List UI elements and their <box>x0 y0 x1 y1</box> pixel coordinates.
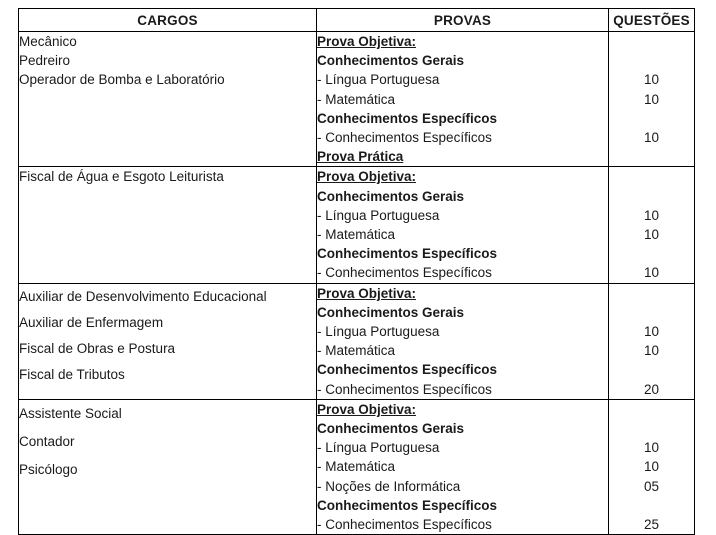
prova-item: - Conhecimentos Específicos <box>317 381 492 397</box>
questao-spacer <box>609 400 694 419</box>
prova-item: - Língua Portuguesa <box>317 207 440 223</box>
cargos-cell <box>19 283 317 399</box>
prova-item: - Matemática <box>317 459 396 475</box>
questao-spacer <box>609 51 694 70</box>
questao-count: 10 <box>643 324 660 340</box>
cargos-cell <box>19 32 317 167</box>
prova-item: Conhecimentos Específicos <box>317 497 498 513</box>
prova-item: - Conhecimentos Específicos <box>317 517 492 533</box>
cargo-item: Mecânico <box>19 34 77 49</box>
questao-count: 10 <box>643 227 660 243</box>
prova-item: - Língua Portuguesa <box>317 440 440 456</box>
questao-count: 10 <box>643 130 660 146</box>
prova-item: Prova Objetiva: <box>317 34 417 49</box>
cargos-list <box>19 32 316 89</box>
provas-cell <box>317 399 609 534</box>
questao-count: 10 <box>643 207 660 223</box>
table-header-row <box>19 9 695 32</box>
prova-item: Conhecimentos Específicos <box>317 110 498 126</box>
prova-item: - Língua Portuguesa <box>317 324 440 340</box>
cargo-item: Contador <box>19 433 75 449</box>
questao-count: 20 <box>643 381 660 397</box>
cargos-list <box>19 284 316 388</box>
questao-count: 25 <box>643 517 660 533</box>
questoes-cell <box>609 283 695 399</box>
prova-item: - Matemática <box>317 227 396 243</box>
questao-spacer <box>609 419 694 438</box>
questao-count: 05 <box>643 478 660 494</box>
questao-spacer <box>609 244 694 263</box>
cargos-cell <box>19 399 317 534</box>
questao-count: 10 <box>643 343 660 359</box>
provas-cell <box>317 167 609 283</box>
cargos-list <box>19 167 316 186</box>
provas-cell <box>317 32 609 167</box>
provas-cell <box>317 283 609 399</box>
column-header-cargos: CARGOS <box>19 9 317 32</box>
prova-item: Prova Objetiva: <box>317 169 417 185</box>
questoes-cell <box>609 167 695 283</box>
questao-count: 10 <box>643 91 660 107</box>
cargo-item: Pedreiro <box>19 53 71 68</box>
table-body <box>19 32 695 535</box>
questao-spacer <box>609 32 694 51</box>
prova-item: Conhecimentos Específicos <box>317 362 498 378</box>
questao-spacer <box>609 109 694 128</box>
cargo-item: Assistente Social <box>19 405 122 421</box>
prova-item: Conhecimentos Gerais <box>317 53 465 69</box>
table-row <box>19 399 695 534</box>
column-header-provas: PROVAS <box>317 9 609 32</box>
cargo-item: Psicólogo <box>19 461 78 477</box>
prova-item: - Conhecimentos Específicos <box>317 265 492 281</box>
questoes-cell <box>609 32 695 167</box>
prova-item: Conhecimentos Gerais <box>317 304 465 320</box>
table-row <box>19 283 695 399</box>
cargo-item: Auxiliar de Desenvolvimento Educacional <box>19 288 267 304</box>
table-row <box>19 32 695 167</box>
table-row <box>19 167 695 283</box>
questao-count: 10 <box>643 459 660 475</box>
questao-spacer <box>609 167 694 186</box>
questao-spacer <box>609 360 694 379</box>
prova-item: Prova Prática <box>317 149 404 165</box>
questao-count: 10 <box>643 265 660 281</box>
questao-count: 10 <box>643 440 660 456</box>
exam-structure-table <box>18 8 695 535</box>
prova-item: Prova Objetiva: <box>317 401 417 417</box>
column-header-questoes: QUESTÕES <box>609 9 695 32</box>
questao-spacer <box>609 187 694 206</box>
questao-spacer <box>609 303 694 322</box>
cargos-list <box>19 400 316 484</box>
cargo-item: Fiscal de Obras e Postura <box>19 340 176 356</box>
prova-item: Prova Objetiva: <box>317 285 417 301</box>
prova-item: - Matemática <box>317 343 396 359</box>
prova-item: Conhecimentos Específicos <box>317 246 498 262</box>
cargo-item: Fiscal de Tributos <box>19 366 125 382</box>
prova-item: - Noções de Informática <box>317 478 461 494</box>
questao-spacer <box>609 284 694 303</box>
prova-item: Conhecimentos Gerais <box>317 421 465 437</box>
prova-item: Conhecimentos Gerais <box>317 188 465 204</box>
cargo-item: Fiscal de Água e Esgoto Leiturista <box>19 169 224 185</box>
questoes-cell <box>609 399 695 534</box>
cargo-item: Operador de Bomba e Laboratório <box>19 72 225 87</box>
questao-spacer <box>609 496 694 515</box>
prova-item: - Conhecimentos Específicos <box>317 130 492 146</box>
cargo-item: Auxiliar de Enfermagem <box>19 314 164 330</box>
questao-spacer <box>609 147 694 166</box>
cargos-cell <box>19 167 317 283</box>
prova-item: - Língua Portuguesa <box>317 72 440 88</box>
exam-table-container <box>18 8 694 533</box>
prova-item: - Matemática <box>317 91 396 107</box>
questao-count: 10 <box>643 72 660 88</box>
